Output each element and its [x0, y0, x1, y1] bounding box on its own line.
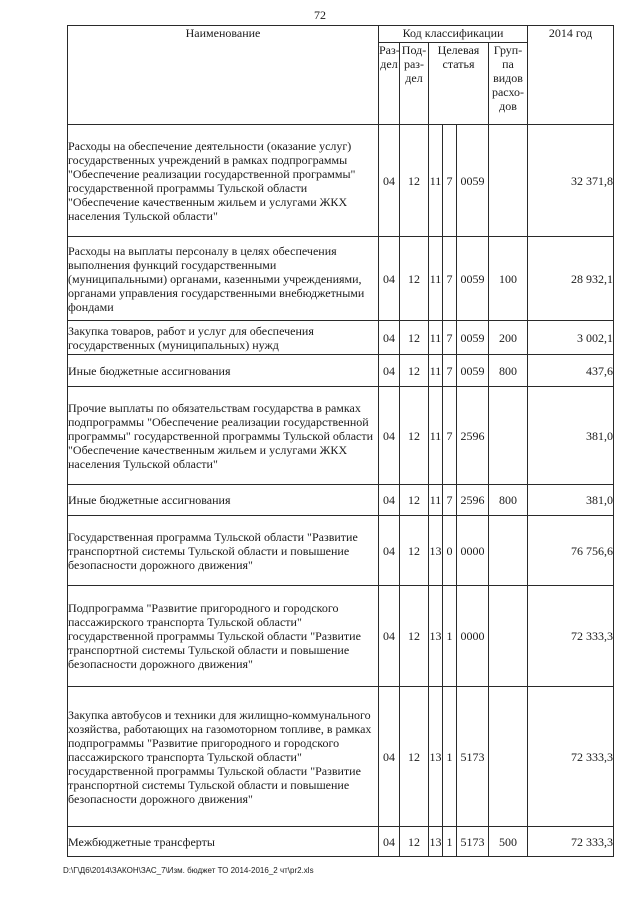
row-target-3: 0059	[457, 125, 489, 237]
row-group	[489, 687, 528, 827]
row-podrazdel: 12	[400, 321, 429, 355]
row-target-1: 11	[429, 355, 443, 387]
row-amount: 76 756,6	[528, 516, 614, 586]
table-row	[68, 237, 614, 321]
row-target-3: 5173	[457, 687, 489, 827]
row-group: 100	[489, 237, 528, 321]
row-podrazdel: 12	[400, 687, 429, 827]
row-target-1: 11	[429, 387, 443, 485]
row-target-2: 7	[443, 387, 457, 485]
row-target-1: 13	[429, 516, 443, 586]
row-podrazdel: 12	[400, 237, 429, 321]
row-podrazdel: 12	[400, 387, 429, 485]
row-group: 500	[489, 827, 528, 857]
row-target-3: 0059	[457, 321, 489, 355]
row-amount: 32 371,8	[528, 125, 614, 237]
row-group	[489, 516, 528, 586]
row-name: Подпрограмма "Развитие пригородного и городского пассажирского транспорта Тульской области" государственной программы Тульской области "Развитие транспортной системы Тульской области и повышение безопасности дорожного движения"	[68, 586, 379, 687]
row-amount: 381,0	[528, 387, 614, 485]
row-target-1: 13	[429, 586, 443, 687]
header-target: Целевая статья	[429, 43, 489, 125]
row-razdel: 04	[379, 516, 400, 586]
row-amount: 3 002,1	[528, 321, 614, 355]
header-razdel: Раз- дел	[379, 43, 400, 125]
table-row	[68, 321, 614, 355]
row-razdel: 04	[379, 586, 400, 687]
row-target-2: 0	[443, 516, 457, 586]
header-code: Код классификации	[379, 26, 528, 43]
row-target-2: 7	[443, 485, 457, 516]
row-name: Иные бюджетные ассигнования	[68, 355, 379, 387]
row-podrazdel: 12	[400, 586, 429, 687]
row-target-3: 0059	[457, 237, 489, 321]
table-row	[68, 827, 614, 857]
row-podrazdel: 12	[400, 516, 429, 586]
row-group	[489, 586, 528, 687]
row-group: 200	[489, 321, 528, 355]
row-name: Государственная программа Тульской области "Развитие транспортной системы Тульской области и повышение безопасности дорожного движения"	[68, 516, 379, 586]
table-row	[68, 355, 614, 387]
row-target-1: 11	[429, 237, 443, 321]
header-group: Груп- па видов расхо- дов	[489, 43, 528, 125]
row-amount: 72 333,3	[528, 827, 614, 857]
row-group: 800	[489, 355, 528, 387]
row-name: Закупка товаров, работ и услуг для обеспечения государственных (муниципальных) нужд	[68, 321, 379, 355]
table-row	[68, 387, 614, 485]
budget-table	[67, 25, 614, 857]
row-target-3: 0000	[457, 516, 489, 586]
table-row	[68, 586, 614, 687]
row-amount: 381,0	[528, 485, 614, 516]
row-name: Прочие выплаты по обязательствам государства в рамках подпрограммы "Обеспечение реализации государственной программы" государственной программы Тульской области "Обеспечение качественным жильем и услугами ЖКХ населения Тульской области"	[68, 387, 379, 485]
row-target-1: 11	[429, 485, 443, 516]
row-razdel: 04	[379, 687, 400, 827]
row-target-3: 5173	[457, 827, 489, 857]
row-target-3: 0000	[457, 586, 489, 687]
row-razdel: 04	[379, 387, 400, 485]
row-razdel: 04	[379, 827, 400, 857]
header-year: 2014 год	[528, 26, 614, 125]
table-row	[68, 485, 614, 516]
header-podrazdel: Под- раз- дел	[400, 43, 429, 125]
row-podrazdel: 12	[400, 355, 429, 387]
row-target-3: 2596	[457, 485, 489, 516]
row-razdel: 04	[379, 321, 400, 355]
row-name: Иные бюджетные ассигнования	[68, 485, 379, 516]
page-number: 72	[314, 8, 326, 22]
row-amount: 437,6	[528, 355, 614, 387]
row-group: 800	[489, 485, 528, 516]
header-name: Наименование	[68, 26, 379, 125]
row-target-3: 2596	[457, 387, 489, 485]
row-target-1: 11	[429, 125, 443, 237]
row-name: Расходы на выплаты персоналу в целях обеспечения выполнения функций государственными (муниципальными) органами, казенными учреждениями, органами управления государственными внебюджетными фондами	[68, 237, 379, 321]
row-amount: 28 932,1	[528, 237, 614, 321]
row-target-2: 7	[443, 355, 457, 387]
row-razdel: 04	[379, 355, 400, 387]
row-target-1: 13	[429, 827, 443, 857]
row-razdel: 04	[379, 485, 400, 516]
file-path-footer: D:\Г\Д6\2014\ЗАКОН\ЗАС_7\Изм. бюджет ТО 2014-2016_2 чт\pr2.xls	[63, 866, 314, 875]
row-amount: 72 333,3	[528, 687, 614, 827]
row-razdel: 04	[379, 237, 400, 321]
row-target-2: 7	[443, 237, 457, 321]
table-row	[68, 125, 614, 237]
row-target-3: 0059	[457, 355, 489, 387]
row-amount: 72 333,3	[528, 586, 614, 687]
row-podrazdel: 12	[400, 827, 429, 857]
row-name: Расходы на обеспечение деятельности (оказание услуг) государственных учреждений в рамках подпрограммы "Обеспечение реализации государственной программы" государственной программы Тульской области "Обеспечение качественным жильем и услугами ЖКХ населения Тульской области"	[68, 125, 379, 237]
row-target-2: 1	[443, 687, 457, 827]
row-target-2: 7	[443, 125, 457, 237]
row-group	[489, 387, 528, 485]
row-razdel: 04	[379, 125, 400, 237]
table-row	[68, 687, 614, 827]
table-row	[68, 516, 614, 586]
row-target-1: 11	[429, 321, 443, 355]
row-target-2: 1	[443, 827, 457, 857]
row-name: Закупка автобусов и техники для жилищно-коммунального хозяйства, работающих на газомоторном топливе, в рамках подпрограммы "Развитие пригородного и городского пассажирского транспорта Тульской области" государственной программы Тульской области "Развитие транспортной системы Тульской области и повышение безопасности дорожного движения"	[68, 687, 379, 827]
row-group	[489, 125, 528, 237]
row-podrazdel: 12	[400, 125, 429, 237]
row-target-1: 13	[429, 687, 443, 827]
row-target-2: 7	[443, 321, 457, 355]
row-podrazdel: 12	[400, 485, 429, 516]
row-name: Межбюджетные трансферты	[68, 827, 379, 857]
row-target-2: 1	[443, 586, 457, 687]
